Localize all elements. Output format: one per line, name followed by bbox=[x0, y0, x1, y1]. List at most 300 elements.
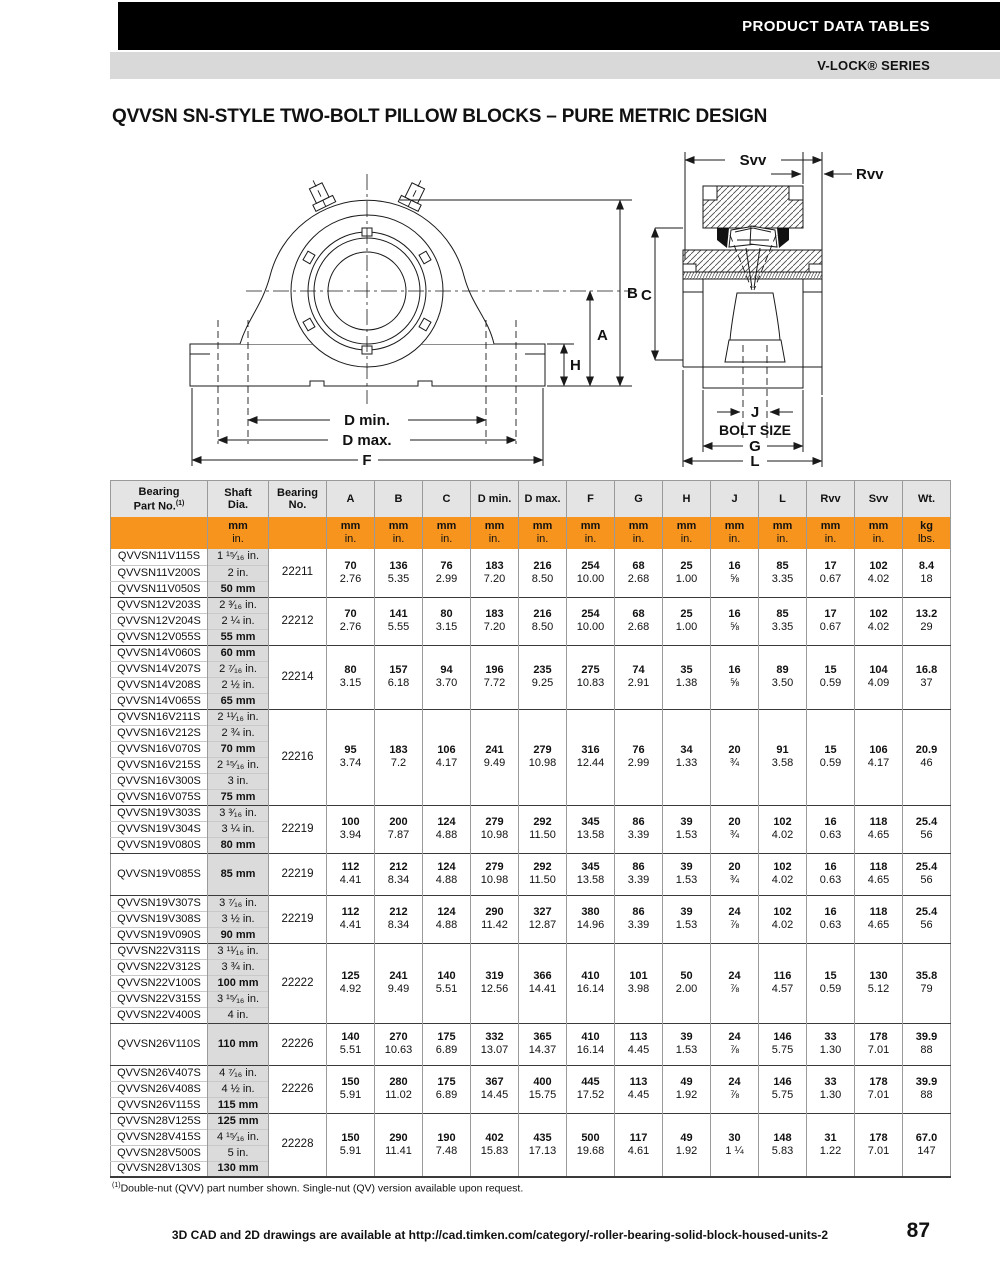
dim-value-cell: 95 3.74 bbox=[327, 709, 375, 805]
dim-header: C bbox=[423, 481, 471, 518]
dim-value-cell: 118 4.65 bbox=[855, 895, 903, 943]
dim-value-cell: 94 3.70 bbox=[423, 645, 471, 709]
dim-value-cell: 24 ⅞ bbox=[711, 895, 759, 943]
units-cell: mm in. bbox=[855, 517, 903, 549]
dim-f bbox=[192, 452, 543, 469]
dim-label-rvv: Rvv bbox=[856, 166, 884, 183]
table-row bbox=[111, 1113, 951, 1129]
dim-value-cell: 39 1.53 bbox=[663, 1023, 711, 1065]
part-number-cell: QVVSN28V415S bbox=[111, 1129, 208, 1145]
dim-value-cell: 254 10.00 bbox=[567, 549, 615, 597]
table-row bbox=[111, 645, 951, 661]
part-number-cell: QVVSN14V060S bbox=[111, 645, 208, 661]
part-number-cell: QVVSN26V110S bbox=[111, 1023, 208, 1065]
dim-value-cell: 106 4.17 bbox=[855, 709, 903, 805]
dim-value-cell: 136 5.35 bbox=[375, 549, 423, 597]
dim-header: B bbox=[375, 481, 423, 518]
shaft-dia-cell: 3 in. bbox=[208, 773, 269, 789]
dim-value-cell: 15 0.59 bbox=[807, 709, 855, 805]
dim-value-cell: 39 1.53 bbox=[663, 895, 711, 943]
dim-value-cell: 20 ¾ bbox=[711, 853, 759, 895]
dim-value-cell: 67.0 147 bbox=[903, 1113, 951, 1177]
shaft-dia-cell: 3 ½ in. bbox=[208, 911, 269, 927]
dim-value-cell: 102 4.02 bbox=[759, 853, 807, 895]
dim-value-cell: 39 1.53 bbox=[663, 853, 711, 895]
bearing-no-cell: 22212 bbox=[269, 597, 327, 645]
bolt-section bbox=[703, 293, 803, 388]
shaft-dia-cell: 3 ¼ in. bbox=[208, 821, 269, 837]
dim-value-cell: 20.9 46 bbox=[903, 709, 951, 805]
dim-value-cell: 24 ⅞ bbox=[711, 1023, 759, 1065]
dim-value-cell: 216 8.50 bbox=[519, 549, 567, 597]
thread-strip bbox=[683, 272, 822, 279]
dim-value-cell: 435 17.13 bbox=[519, 1113, 567, 1177]
header-row-2 bbox=[111, 517, 951, 549]
dim-value-cell: 39 1.53 bbox=[663, 805, 711, 853]
shaft-dia-cell: 80 mm bbox=[208, 837, 269, 853]
dim-value-cell: 146 5.75 bbox=[759, 1065, 807, 1113]
shaft-dia-cell: 3 ³⁄₁₆ in. bbox=[208, 805, 269, 821]
dim-label-dmax: D max. bbox=[342, 432, 392, 449]
dim-header: Svv bbox=[855, 481, 903, 518]
part-number-cell: QVVSN16V212S bbox=[111, 725, 208, 741]
series-text: V-LOCK® SERIES bbox=[817, 58, 930, 73]
dim-value-cell: 125 4.92 bbox=[327, 943, 375, 1023]
page-title: QVVSN SN-STYLE TWO-BOLT PILLOW BLOCKS – PURE METRIC DESIGN bbox=[112, 106, 768, 127]
dim-value-cell: 91 3.58 bbox=[759, 709, 807, 805]
dim-value-cell: 141 5.55 bbox=[375, 597, 423, 645]
bearing-no-cell: 22228 bbox=[269, 1113, 327, 1177]
table-row bbox=[111, 805, 951, 821]
dim-value-cell: 319 12.56 bbox=[471, 943, 519, 1023]
shaft-dia-cell: 55 mm bbox=[208, 629, 269, 645]
dim-value-cell: 183 7.20 bbox=[471, 597, 519, 645]
dim-value-cell: 50 2.00 bbox=[663, 943, 711, 1023]
product-data-table bbox=[110, 480, 951, 1178]
dim-value-cell: 17 0.67 bbox=[807, 549, 855, 597]
dim-value-cell: 290 11.41 bbox=[375, 1113, 423, 1177]
bearing-section bbox=[717, 226, 789, 248]
bearing-no-cell: 22219 bbox=[269, 895, 327, 943]
dim-value-cell: 178 7.01 bbox=[855, 1065, 903, 1113]
dim-value-cell: 34 1.33 bbox=[663, 709, 711, 805]
shaft-dia-cell: 3 ⁷⁄₁₆ in. bbox=[208, 895, 269, 911]
dim-value-cell: 16 ⅝ bbox=[711, 549, 759, 597]
shaft-dia-cell: 100 mm bbox=[208, 975, 269, 991]
units-cell: mm in. bbox=[423, 517, 471, 549]
units-cell bbox=[269, 517, 327, 549]
units-cell: mm in. bbox=[375, 517, 423, 549]
dim-label-a: A bbox=[597, 327, 608, 344]
dim-value-cell: 80 3.15 bbox=[423, 597, 471, 645]
units-cell: mm in. bbox=[711, 517, 759, 549]
bearing-no-header: Bearing No. bbox=[269, 481, 327, 518]
part-number-cell: QVVSN19V303S bbox=[111, 805, 208, 821]
footer-text: 3D CAD and 2D drawings are available at http://cad.timken.com/category/-roller-bearing-solid-block-housed-units-2 bbox=[171, 1228, 829, 1242]
dim-label-c: C bbox=[641, 287, 652, 304]
dim-value-cell: 400 15.75 bbox=[519, 1065, 567, 1113]
front-view-drawing bbox=[170, 148, 650, 478]
shaft-dia-cell: 5 in. bbox=[208, 1145, 269, 1161]
bearing-no-cell: 22211 bbox=[269, 549, 327, 597]
dim-value-cell: 49 1.92 bbox=[663, 1065, 711, 1113]
part-number-cell: QVVSN19V090S bbox=[111, 927, 208, 943]
dim-value-cell: 85 3.35 bbox=[759, 549, 807, 597]
dim-value-cell: 80 3.15 bbox=[327, 645, 375, 709]
dim-value-cell: 254 10.00 bbox=[567, 597, 615, 645]
shaft-dia-cell: 2 ¹⁵⁄₁₆ in. bbox=[208, 757, 269, 773]
dim-value-cell: 33 1.30 bbox=[807, 1023, 855, 1065]
dim-value-cell: 25.4 56 bbox=[903, 805, 951, 853]
part-number-cell: QVVSN28V130S bbox=[111, 1161, 208, 1177]
dim-value-cell: 500 19.68 bbox=[567, 1113, 615, 1177]
shaft-dia-cell: 3 ¹¹⁄₁₆ in. bbox=[208, 943, 269, 959]
shaft-dia-cell: 70 mm bbox=[208, 741, 269, 757]
dim-value-cell: 410 16.14 bbox=[567, 1023, 615, 1065]
shaft-dia-cell: 2 ⁷⁄₁₆ in. bbox=[208, 661, 269, 677]
dim-value-cell: 39.9 88 bbox=[903, 1023, 951, 1065]
adapter-plate-section bbox=[683, 250, 822, 272]
dim-value-cell: 332 13.07 bbox=[471, 1023, 519, 1065]
dim-value-cell: 68 2.68 bbox=[615, 549, 663, 597]
dim-dmin bbox=[248, 412, 486, 429]
dim-value-cell: 130 5.12 bbox=[855, 943, 903, 1023]
dim-value-cell: 124 4.88 bbox=[423, 895, 471, 943]
shaft-dia-cell: 4 ¹⁵⁄₁₆ in. bbox=[208, 1129, 269, 1145]
shaft-dia-cell: 3 ¾ in. bbox=[208, 959, 269, 975]
dim-value-cell: 74 2.91 bbox=[615, 645, 663, 709]
dim-value-cell: 410 16.14 bbox=[567, 943, 615, 1023]
part-number-cell: QVVSN11V115S bbox=[111, 549, 208, 565]
units-cell: mm in. bbox=[807, 517, 855, 549]
part-number-cell: QVVSN22V100S bbox=[111, 975, 208, 991]
dim-value-cell: 275 10.83 bbox=[567, 645, 615, 709]
dim-value-cell: 16 0.63 bbox=[807, 895, 855, 943]
shaft-dia-cell: 75 mm bbox=[208, 789, 269, 805]
dim-value-cell: 31 1.22 bbox=[807, 1113, 855, 1177]
dim-header: H bbox=[663, 481, 711, 518]
dim-value-cell: 39.9 88 bbox=[903, 1065, 951, 1113]
dim-value-cell: 280 11.02 bbox=[375, 1065, 423, 1113]
table-row bbox=[111, 853, 951, 895]
dim-label-h: H bbox=[570, 357, 581, 374]
dim-value-cell: 445 17.52 bbox=[567, 1065, 615, 1113]
table-row bbox=[111, 549, 951, 565]
dim-a bbox=[590, 291, 608, 386]
dim-value-cell: 190 7.48 bbox=[423, 1113, 471, 1177]
dim-header: D min. bbox=[471, 481, 519, 518]
dim-value-cell: 20 ¾ bbox=[711, 805, 759, 853]
dim-value-cell: 216 8.50 bbox=[519, 597, 567, 645]
table-row bbox=[111, 1023, 951, 1065]
part-number-cell: QVVSN11V200S bbox=[111, 565, 208, 581]
part-number-cell: QVVSN16V211S bbox=[111, 709, 208, 725]
shaft-dia-cell: 2 ¾ in. bbox=[208, 725, 269, 741]
dim-value-cell: 25 1.00 bbox=[663, 597, 711, 645]
shaft-dia-cell: 90 mm bbox=[208, 927, 269, 943]
dim-value-cell: 113 4.45 bbox=[615, 1065, 663, 1113]
dim-value-cell: 292 11.50 bbox=[519, 805, 567, 853]
dim-value-cell: 183 7.20 bbox=[471, 549, 519, 597]
bolt-size-label: BOLT SIZE bbox=[718, 422, 792, 438]
dim-header: J bbox=[711, 481, 759, 518]
dim-value-cell: 235 9.25 bbox=[519, 645, 567, 709]
dim-value-cell: 116 4.57 bbox=[759, 943, 807, 1023]
dim-value-cell: 49 1.92 bbox=[663, 1113, 711, 1177]
dim-value-cell: 175 6.89 bbox=[423, 1065, 471, 1113]
dim-value-cell: 15 0.59 bbox=[807, 645, 855, 709]
dim-value-cell: 8.4 18 bbox=[903, 549, 951, 597]
dim-value-cell: 124 4.88 bbox=[423, 853, 471, 895]
shaft-dia-cell: 4 ⁷⁄₁₆ in. bbox=[208, 1065, 269, 1081]
dim-header: A bbox=[327, 481, 375, 518]
table-row bbox=[111, 943, 951, 959]
shaft-dia-cell: 2 ¹¹⁄₁₆ in. bbox=[208, 709, 269, 725]
dim-value-cell: 292 11.50 bbox=[519, 853, 567, 895]
shaft-dia-cell: 2 in. bbox=[208, 565, 269, 581]
part-number-cell: QVVSN28V125S bbox=[111, 1113, 208, 1129]
dim-value-cell: 101 3.98 bbox=[615, 943, 663, 1023]
dim-value-cell: 102 4.02 bbox=[855, 597, 903, 645]
units-cell: kg lbs. bbox=[903, 517, 951, 549]
bearing-no-cell: 22226 bbox=[269, 1023, 327, 1065]
part-number-cell: QVVSN14V207S bbox=[111, 661, 208, 677]
dim-value-cell: 212 8.34 bbox=[375, 853, 423, 895]
dim-value-cell: 104 4.09 bbox=[855, 645, 903, 709]
header-row-1 bbox=[111, 481, 951, 518]
units-cell: mm in. bbox=[519, 517, 567, 549]
units-cell: mm in. bbox=[759, 517, 807, 549]
dim-value-cell: 365 14.37 bbox=[519, 1023, 567, 1065]
dim-value-cell: 196 7.72 bbox=[471, 645, 519, 709]
part-number-cell: QVVSN19V304S bbox=[111, 821, 208, 837]
dim-value-cell: 16 0.63 bbox=[807, 853, 855, 895]
footnote: $^{(1)}$Double-nut (QVV) part number shown. Single-nut (QV) version available upon request. bbox=[112, 1182, 524, 1195]
part-number-cell: QVVSN11V050S bbox=[111, 581, 208, 597]
part-number-cell: QVVSN14V065S bbox=[111, 693, 208, 709]
dim-label-l: L bbox=[750, 453, 760, 470]
part-number-cell: QVVSN16V300S bbox=[111, 773, 208, 789]
dim-value-cell: 279 10.98 bbox=[471, 853, 519, 895]
dim-value-cell: 118 4.65 bbox=[855, 805, 903, 853]
dim-value-cell: 86 3.39 bbox=[615, 895, 663, 943]
units-cell bbox=[111, 517, 208, 549]
shaft-dia-cell: 4 in. bbox=[208, 1007, 269, 1023]
part-number-cell: QVVSN12V204S bbox=[111, 613, 208, 629]
dim-value-cell: 20 ¾ bbox=[711, 709, 759, 805]
dim-value-cell: 178 7.01 bbox=[855, 1023, 903, 1065]
bearing-no-cell: 22214 bbox=[269, 645, 327, 709]
page-number: 87 bbox=[906, 1219, 930, 1242]
dim-value-cell: 212 8.34 bbox=[375, 895, 423, 943]
part-number-cell: QVVSN22V315S bbox=[111, 991, 208, 1007]
dim-value-cell: 70 2.76 bbox=[327, 597, 375, 645]
shaft-dia-cell: 110 mm bbox=[208, 1023, 269, 1065]
dim-value-cell: 13.2 29 bbox=[903, 597, 951, 645]
dim-value-cell: 16 ⅝ bbox=[711, 645, 759, 709]
dim-value-cell: 16 0.63 bbox=[807, 805, 855, 853]
dim-label-dmin: D min. bbox=[344, 412, 390, 429]
dim-label-g: G bbox=[749, 438, 761, 455]
dim-header: Wt. bbox=[903, 481, 951, 518]
shaft-dia-cell: 2 ³⁄₁₆ in. bbox=[208, 597, 269, 613]
dim-value-cell: 70 2.76 bbox=[327, 549, 375, 597]
dim-value-cell: 316 12.44 bbox=[567, 709, 615, 805]
part-number-cell: QVVSN22V311S bbox=[111, 943, 208, 959]
shaft-dia-cell: 50 mm bbox=[208, 581, 269, 597]
dim-value-cell: 117 4.61 bbox=[615, 1113, 663, 1177]
dim-value-cell: 76 2.99 bbox=[615, 709, 663, 805]
dim-value-cell: 106 4.17 bbox=[423, 709, 471, 805]
dim-value-cell: 25 1.00 bbox=[663, 549, 711, 597]
dim-value-cell: 118 4.65 bbox=[855, 853, 903, 895]
dim-value-cell: 290 11.42 bbox=[471, 895, 519, 943]
units-cell: mm in. bbox=[663, 517, 711, 549]
part-number-cell: QVVSN12V055S bbox=[111, 629, 208, 645]
dim-value-cell: 345 13.58 bbox=[567, 853, 615, 895]
dim-value-cell: 68 2.68 bbox=[615, 597, 663, 645]
dim-value-cell: 150 5.91 bbox=[327, 1065, 375, 1113]
dim-value-cell: 76 2.99 bbox=[423, 549, 471, 597]
dim-value-cell: 124 4.88 bbox=[423, 805, 471, 853]
dim-value-cell: 102 4.02 bbox=[759, 805, 807, 853]
dim-value-cell: 16 ⅝ bbox=[711, 597, 759, 645]
dim-value-cell: 140 5.51 bbox=[327, 1023, 375, 1065]
dim-value-cell: 86 3.39 bbox=[615, 853, 663, 895]
part-number-cell: QVVSN28V500S bbox=[111, 1145, 208, 1161]
dim-value-cell: 102 4.02 bbox=[759, 895, 807, 943]
shaft-dia-cell: 60 mm bbox=[208, 645, 269, 661]
dim-value-cell: 327 12.87 bbox=[519, 895, 567, 943]
dim-header: L bbox=[759, 481, 807, 518]
shaft-dia-cell: 2 ¼ in. bbox=[208, 613, 269, 629]
dim-value-cell: 86 3.39 bbox=[615, 805, 663, 853]
dim-value-cell: 183 7.2 bbox=[375, 709, 423, 805]
dim-value-cell: 380 14.96 bbox=[567, 895, 615, 943]
dim-label-svv: Svv bbox=[739, 152, 767, 169]
dim-rvv bbox=[771, 166, 884, 183]
kicker-text: PRODUCT DATA TABLES bbox=[742, 17, 930, 35]
dim-header: F bbox=[567, 481, 615, 518]
dim-svv bbox=[685, 152, 822, 169]
dim-value-cell: 140 5.51 bbox=[423, 943, 471, 1023]
part-no-header: Bearing Part No.$^{(1)}$ bbox=[111, 481, 208, 518]
part-number-cell: QVVSN19V080S bbox=[111, 837, 208, 853]
bearing-no-cell: 22222 bbox=[269, 943, 327, 1023]
shaft-dia-cell: 125 mm bbox=[208, 1113, 269, 1129]
dim-value-cell: 17 0.67 bbox=[807, 597, 855, 645]
dim-value-cell: 15 0.59 bbox=[807, 943, 855, 1023]
table-body bbox=[111, 549, 951, 1177]
shaft-dia-cell: 2 ½ in. bbox=[208, 677, 269, 693]
part-number-cell: QVVSN19V085S bbox=[111, 853, 208, 895]
bearing-no-cell: 22226 bbox=[269, 1065, 327, 1113]
dim-value-cell: 345 13.58 bbox=[567, 805, 615, 853]
dim-header: G bbox=[615, 481, 663, 518]
dim-value-cell: 24 ⅞ bbox=[711, 1065, 759, 1113]
table-row bbox=[111, 597, 951, 613]
dim-value-cell: 25.4 56 bbox=[903, 853, 951, 895]
part-number-cell: QVVSN19V308S bbox=[111, 911, 208, 927]
dim-value-cell: 16.8 37 bbox=[903, 645, 951, 709]
series-banner bbox=[110, 52, 1000, 79]
units-cell: mm in. bbox=[471, 517, 519, 549]
dim-value-cell: 366 14.41 bbox=[519, 943, 567, 1023]
dim-value-cell: 402 15.83 bbox=[471, 1113, 519, 1177]
dim-label-f: F bbox=[362, 452, 372, 469]
dim-header: Rvv bbox=[807, 481, 855, 518]
dim-value-cell: 30 1 ¼ bbox=[711, 1113, 759, 1177]
part-number-cell: QVVSN19V307S bbox=[111, 895, 208, 911]
shaft-dia-cell: 115 mm bbox=[208, 1097, 269, 1113]
dim-value-cell: 113 4.45 bbox=[615, 1023, 663, 1065]
dim-value-cell: 146 5.75 bbox=[759, 1023, 807, 1065]
dim-value-cell: 24 ⅞ bbox=[711, 943, 759, 1023]
part-number-cell: QVVSN16V075S bbox=[111, 789, 208, 805]
dim-value-cell: 175 6.89 bbox=[423, 1023, 471, 1065]
dim-value-cell: 200 7.87 bbox=[375, 805, 423, 853]
kicker-banner bbox=[118, 2, 1000, 50]
dim-j bbox=[717, 404, 793, 438]
units-cell: mm in. bbox=[208, 517, 269, 549]
bearing-no-cell: 22219 bbox=[269, 805, 327, 853]
dim-value-cell: 35.8 79 bbox=[903, 943, 951, 1023]
dim-value-cell: 85 3.35 bbox=[759, 597, 807, 645]
part-number-cell: QVVSN22V400S bbox=[111, 1007, 208, 1023]
section-view-drawing bbox=[625, 140, 965, 480]
dim-value-cell: 178 7.01 bbox=[855, 1113, 903, 1177]
dim-value-cell: 112 4.41 bbox=[327, 853, 375, 895]
dim-value-cell: 157 6.18 bbox=[375, 645, 423, 709]
dim-value-cell: 241 9.49 bbox=[471, 709, 519, 805]
dim-value-cell: 150 5.91 bbox=[327, 1113, 375, 1177]
dim-value-cell: 33 1.30 bbox=[807, 1065, 855, 1113]
dim-header: D max. bbox=[519, 481, 567, 518]
dim-value-cell: 270 10.63 bbox=[375, 1023, 423, 1065]
dim-value-cell: 241 9.49 bbox=[375, 943, 423, 1023]
shaft-dia-header: Shaft Dia. bbox=[208, 481, 269, 518]
dim-value-cell: 279 10.98 bbox=[471, 805, 519, 853]
table-row bbox=[111, 1065, 951, 1081]
shaft-dia-cell: 3 ¹⁵⁄₁₆ in. bbox=[208, 991, 269, 1007]
dim-h bbox=[547, 344, 581, 386]
shaft-dia-cell: 130 mm bbox=[208, 1161, 269, 1177]
part-number-cell: QVVSN22V312S bbox=[111, 959, 208, 975]
dim-value-cell: 102 4.02 bbox=[855, 549, 903, 597]
part-number-cell: QVVSN16V215S bbox=[111, 757, 208, 773]
dim-value-cell: 35 1.38 bbox=[663, 645, 711, 709]
dim-c bbox=[641, 228, 683, 360]
shaft-dia-cell: 1 ¹⁵⁄₁₆ in. bbox=[208, 549, 269, 565]
dim-dmax bbox=[218, 432, 516, 449]
dim-value-cell: 100 3.94 bbox=[327, 805, 375, 853]
bearing-no-cell: 22219 bbox=[269, 853, 327, 895]
dim-value-cell: 112 4.41 bbox=[327, 895, 375, 943]
part-number-cell: QVVSN12V203S bbox=[111, 597, 208, 613]
dim-value-cell: 89 3.50 bbox=[759, 645, 807, 709]
lock-collar-section bbox=[703, 186, 803, 228]
dim-value-cell: 367 14.45 bbox=[471, 1065, 519, 1113]
table-row bbox=[111, 709, 951, 725]
units-cell: mm in. bbox=[615, 517, 663, 549]
table-row bbox=[111, 895, 951, 911]
dim-label-b: B bbox=[627, 285, 638, 302]
units-cell: mm in. bbox=[327, 517, 375, 549]
part-number-cell: QVVSN26V115S bbox=[111, 1097, 208, 1113]
bearing-no-cell: 22216 bbox=[269, 709, 327, 805]
units-cell: mm in. bbox=[567, 517, 615, 549]
dim-value-cell: 148 5.83 bbox=[759, 1113, 807, 1177]
